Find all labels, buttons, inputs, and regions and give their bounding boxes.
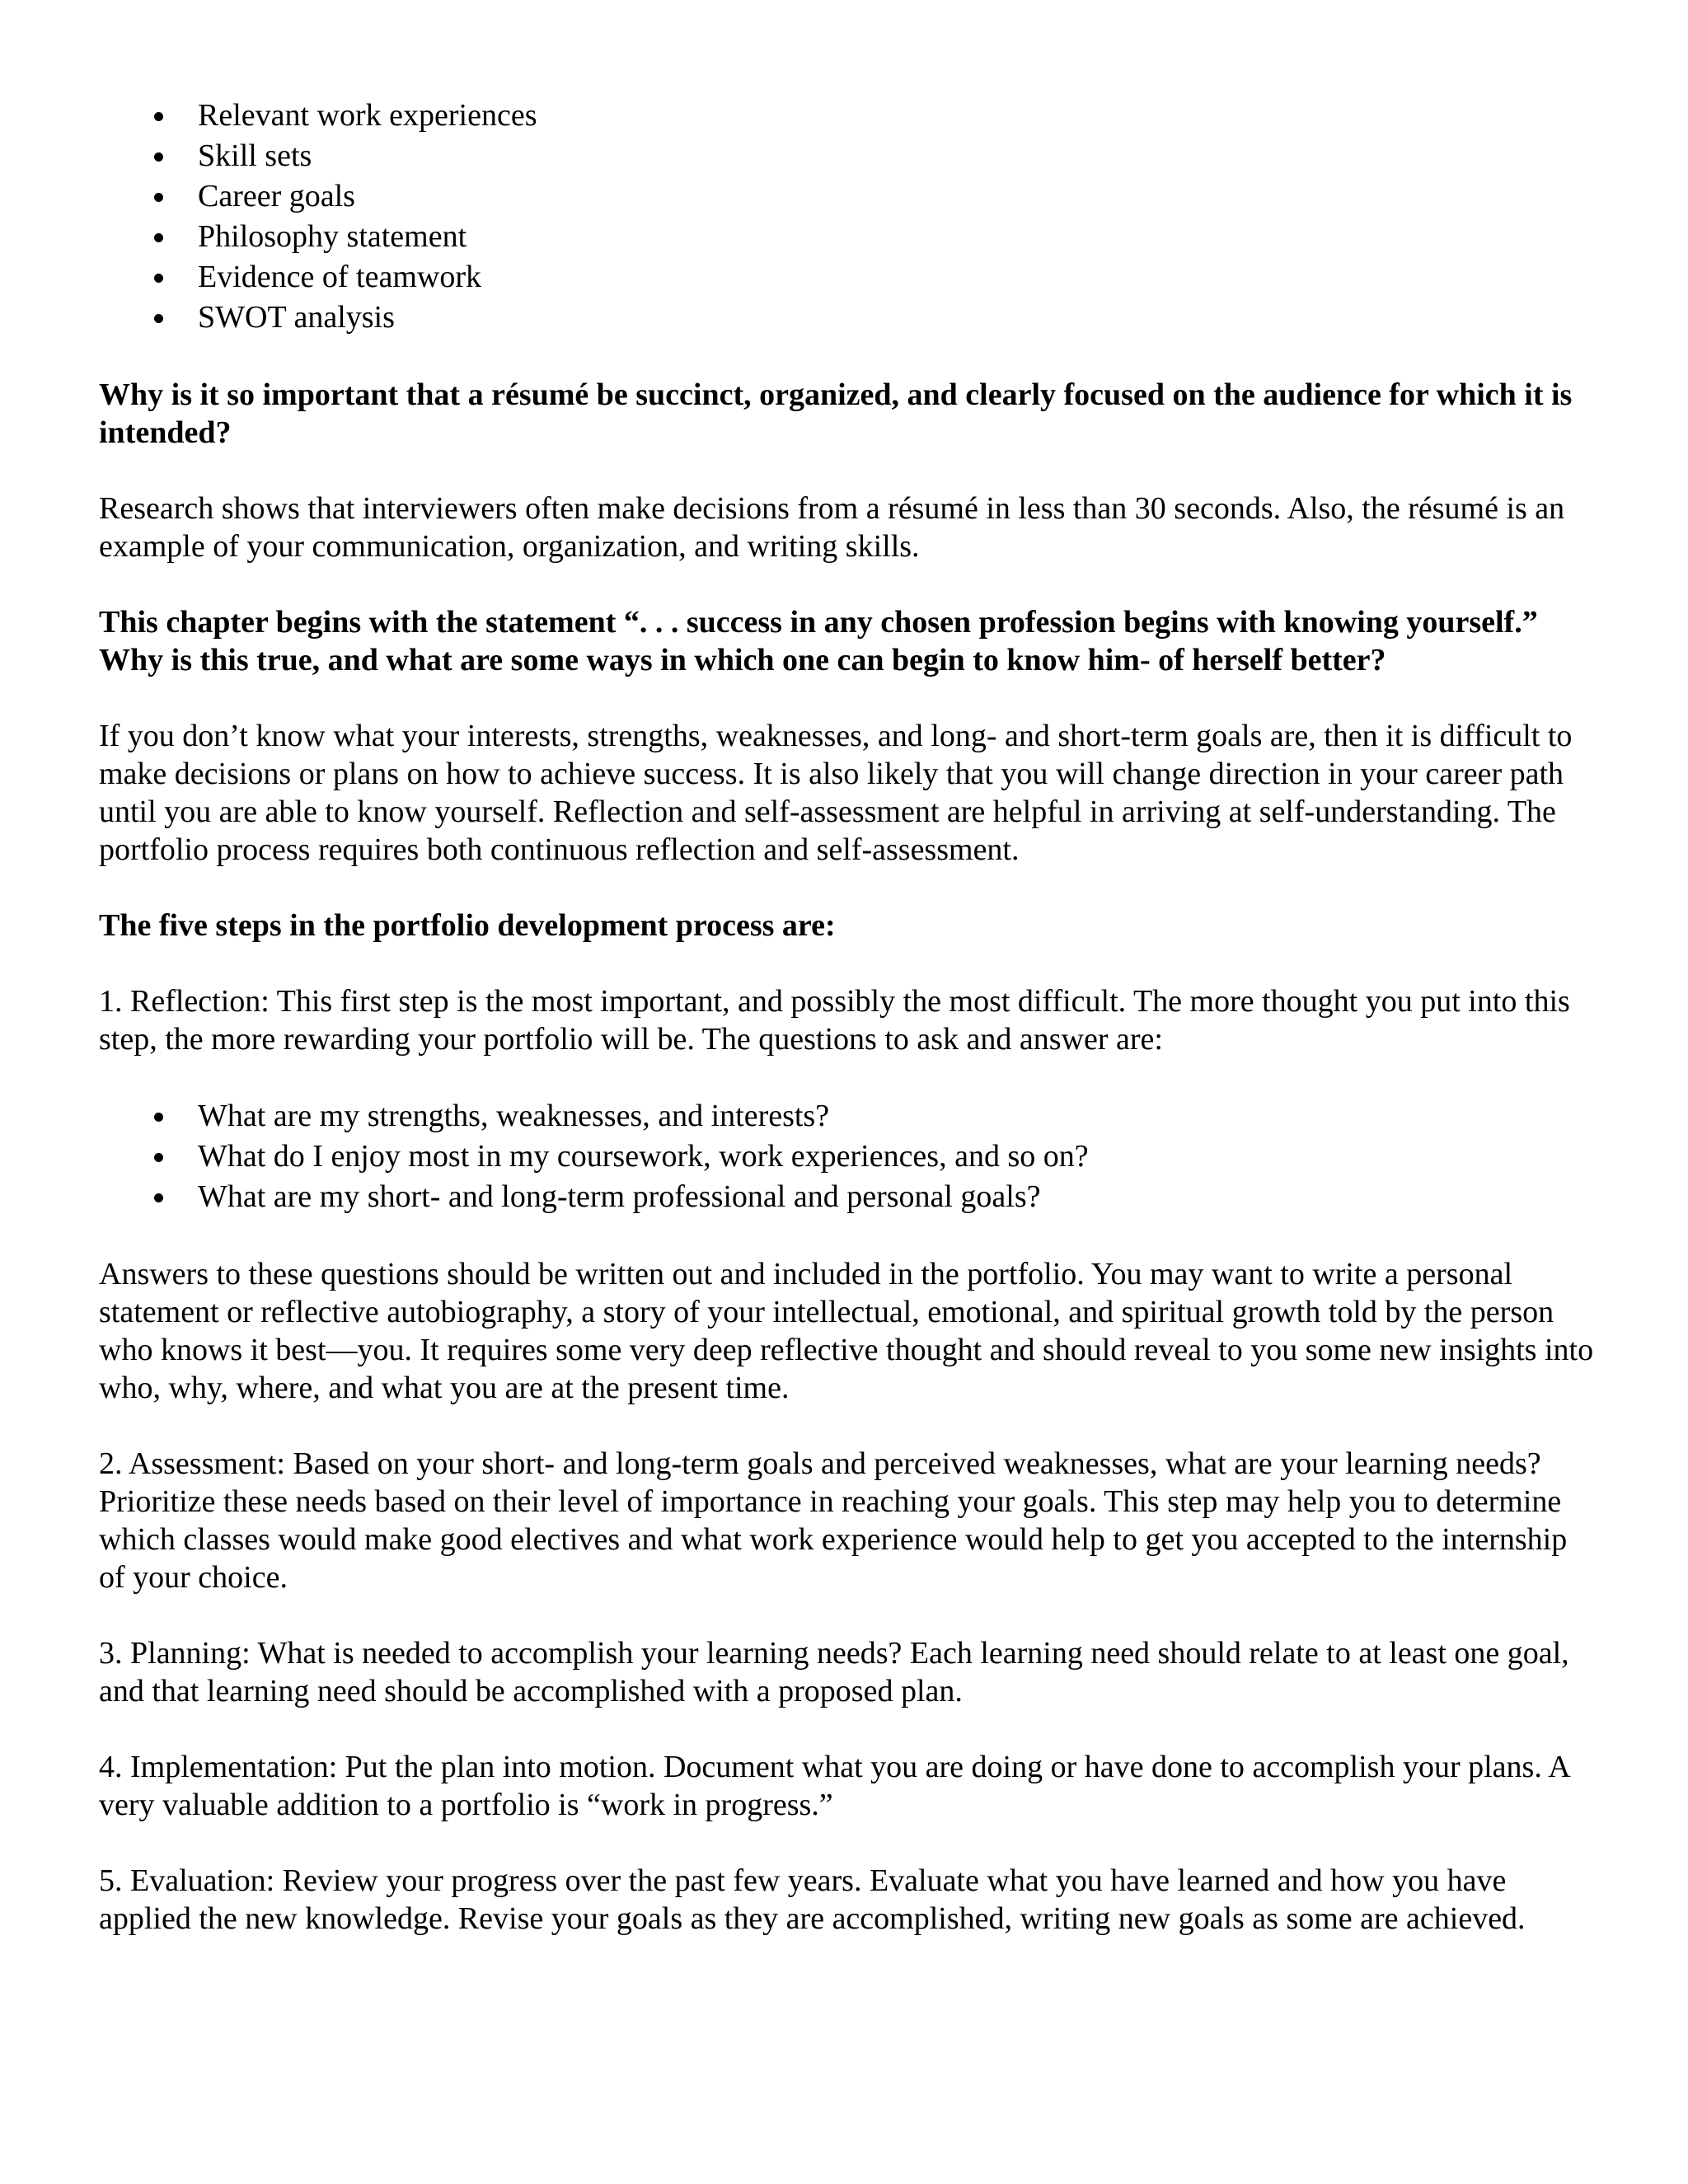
step-implementation: 4. Implementation: Put the plan into motion. Document what you are doing or have done to accomplish your plans. A very valuable addition to a portfolio is “work in progress.” xyxy=(99,1750,1569,1822)
list-item xyxy=(99,136,1599,176)
bullet-icon xyxy=(154,193,163,202)
bullet-icon xyxy=(154,1193,163,1202)
reflection-questions-list xyxy=(99,1096,1599,1217)
list-item xyxy=(99,257,1599,298)
list-item-text: Skill sets xyxy=(198,138,312,173)
step-assessment: 2. Assessment: Based on your short- and long-term goals and perceived weaknesses, what are your learning needs? Prioritize these needs based on their level of importance in reaching your goals. This step may help you to determine which classes would make good electives and what work experience would help to get you accepted to the internship of your choice. xyxy=(99,1446,1568,1595)
list-item xyxy=(99,298,1599,338)
step-planning: 3. Planning: What is needed to accomplish your learning needs? Each learning need should relate to at least one goal, and that learning need should be accomplished with a proposed plan. xyxy=(99,1636,1569,1708)
list-item-text: What are my short- and long-term professional and personal goals? xyxy=(198,1179,1041,1214)
list-item-text: What are my strengths, weaknesses, and interests? xyxy=(198,1099,830,1133)
step-evaluation: 5. Evaluation: Review your progress over the past few years. Evaluate what you have learned and how you have applied the new knowledge. Revise your goals as they are accomplished, writing new goals as some are achieved. xyxy=(99,1863,1526,1936)
bullet-icon xyxy=(154,233,163,242)
step-reflection: 1. Reflection: This first step is the most important, and possibly the most difficult. The more thought you put into this step, the more rewarding your portfolio will be. The questions to ask and answer are: xyxy=(99,984,1570,1057)
bullet-icon xyxy=(154,314,163,323)
list-item-text: Relevant work experiences xyxy=(198,98,537,133)
bullet-icon xyxy=(154,1113,163,1122)
top-bullet-list xyxy=(99,96,1599,338)
list-item xyxy=(99,1177,1599,1217)
reflection-answers: Answers to these questions should be written out and included in the portfolio. You may want to write a personal statement or reflective autobiography, a story of your intellectual, emotional, and spiritual growth told by the person who knows it best—you. It requires some very deep reflective thought and should reveal to you some new insights into who, why, where, and what you are at the present time. xyxy=(99,1257,1594,1405)
bullet-icon xyxy=(154,274,163,283)
list-item xyxy=(99,1096,1599,1137)
list-item xyxy=(99,96,1599,136)
list-item xyxy=(99,1137,1599,1177)
list-item-text: Career goals xyxy=(198,179,355,213)
bullet-icon xyxy=(154,1153,163,1162)
question-knowing-yourself: This chapter begins with the statement “. . . success in any chosen profession begins with knowing yourself.” Why is this true, and what are some ways in which one can begin to know him- of herself better? xyxy=(99,605,1538,677)
steps-heading: The five steps in the portfolio development process are: xyxy=(99,908,836,943)
question-resume: Why is it so important that a résumé be succinct, organized, and clearly focused on the audience for which it is intended? xyxy=(99,377,1573,450)
list-item-text: SWOT analysis xyxy=(198,300,395,335)
list-item xyxy=(99,176,1599,217)
bullet-icon xyxy=(154,152,163,162)
list-item-text: What do I enjoy most in my coursework, work experiences, and so on? xyxy=(198,1139,1089,1174)
list-item-text: Philosophy statement xyxy=(198,219,467,254)
answer-knowing-yourself: If you don’t know what your interests, strengths, weaknesses, and long- and short-term goals are, then it is difficult to make decisions or plans on how to achieve success. It is also likely that you will change direction in your career path until you are able to know yourself. Reflection and self-assessment are helpful in arriving at self-understanding. The portfolio process requires both continuous reflection and self-assessment. xyxy=(99,719,1573,867)
list-item-text: Evidence of teamwork xyxy=(198,260,481,294)
list-item xyxy=(99,217,1599,257)
document-page xyxy=(99,96,1599,1938)
answer-resume: Research shows that interviewers often make decisions from a résumé in less than 30 seconds. Also, the résumé is an example of your communication, organization, and writing skills. xyxy=(99,491,1565,564)
bullet-icon xyxy=(154,112,163,121)
